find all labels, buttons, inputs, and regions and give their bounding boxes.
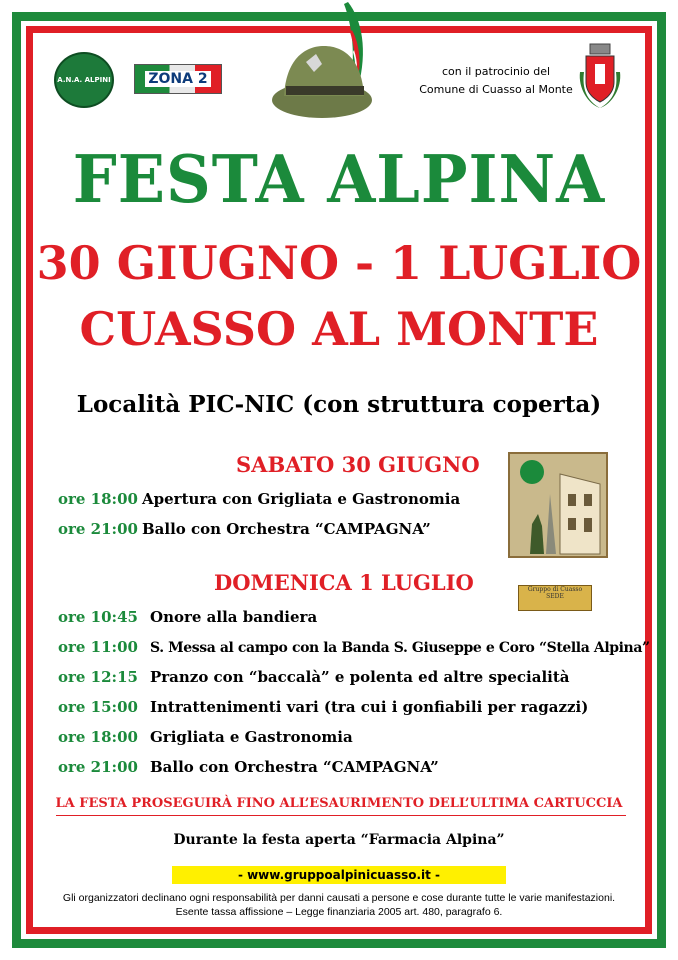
house-illustration <box>510 454 606 556</box>
sunday-heading: DOMENICA 1 LUGLIO <box>214 570 474 595</box>
schedule-time: ore 15:00 <box>58 698 138 716</box>
schedule-text: Grigliata e Gastronomia <box>150 728 353 746</box>
website-link[interactable]: - www.gruppoalpinicuasso.it - <box>172 866 506 884</box>
schedule-time: ore 21:00 <box>58 758 138 776</box>
schedule-time: ore 21:00 <box>58 520 138 538</box>
schedule-row <box>58 520 431 538</box>
group-logo <box>54 52 114 108</box>
schedule-row <box>58 728 353 746</box>
schedule-text: Ballo con Orchestra “CAMPAGNA” <box>150 758 439 776</box>
zona-label: ZONA 2 <box>145 71 210 87</box>
schedule-time: ore 18:00 <box>58 490 138 508</box>
zona-logo <box>134 64 222 94</box>
schedule-row <box>58 758 439 776</box>
saturday-heading: SABATO 30 GIUGNO <box>236 452 480 477</box>
farmacia-note: Durante la festa aperta “Farmacia Alpina” <box>173 832 505 848</box>
schedule-text: Apertura con Grigliata e Gastronomia <box>142 490 461 508</box>
schedule-text: S. Messa al campo con la Banda S. Giuseppe e Coro “Stella Alpina” <box>150 640 650 656</box>
event-dates: 30 GIUGNO - 1 LUGLIO <box>36 236 642 290</box>
plaque-line2: SEDE <box>546 593 564 600</box>
group-logo-text: A.N.A. ALPINI <box>57 76 111 84</box>
disclaimer-line2: Esente tassa affissione – Legge finanziaria 2005 art. 480, paragrafo 6. <box>175 906 503 918</box>
schedule-time: ore 18:00 <box>58 728 138 746</box>
schedule-row <box>58 698 588 716</box>
schedule-row <box>58 638 650 656</box>
disclaimer-line1: Gli organizzatori declinano ogni responsabilità per danni causati a persone e cose durante tutte le varie manifestazioni. <box>62 892 616 904</box>
schedule-time: ore 11:00 <box>58 638 138 656</box>
event-title: FESTA ALPINA <box>72 141 606 218</box>
notice-underline <box>56 815 626 816</box>
schedule-row <box>58 608 317 626</box>
municipal-crest-icon <box>576 42 624 112</box>
schedule-time: ore 12:15 <box>58 668 138 686</box>
schedule-row <box>58 490 460 508</box>
event-location: Località PIC-NIC (con struttura coperta) <box>76 391 602 418</box>
club-house-photo <box>508 452 608 558</box>
schedule-row <box>58 668 570 686</box>
alpine-hat-icon <box>270 0 380 130</box>
schedule-text: Pranzo con “baccalà” e polenta ed altre specialità <box>150 668 570 686</box>
schedule-time: ore 10:45 <box>58 608 138 626</box>
closing-notice: LA FESTA PROSEGUIRÀ FINO ALL’ESAURIMENTO DELL’ULTIMA CARTUCCIA <box>55 796 623 811</box>
schedule-text: Ballo con Orchestra “CAMPAGNA” <box>142 520 431 538</box>
schedule-text: Onore alla bandiera <box>150 608 318 626</box>
event-town: CUASSO AL MONTE <box>79 302 599 356</box>
disclaimer <box>30 891 648 919</box>
patronage-line2: Comune di Cuasso al Monte <box>419 83 573 96</box>
patronage-line1: con il patrocinio del <box>441 65 551 78</box>
club-plaque <box>518 585 592 611</box>
schedule-text: Intrattenimenti vari (tra cui i gonfiabili per ragazzi) <box>150 698 589 716</box>
plaque-line1: Gruppo di Cuasso <box>527 586 583 593</box>
patronage-text <box>416 63 576 99</box>
